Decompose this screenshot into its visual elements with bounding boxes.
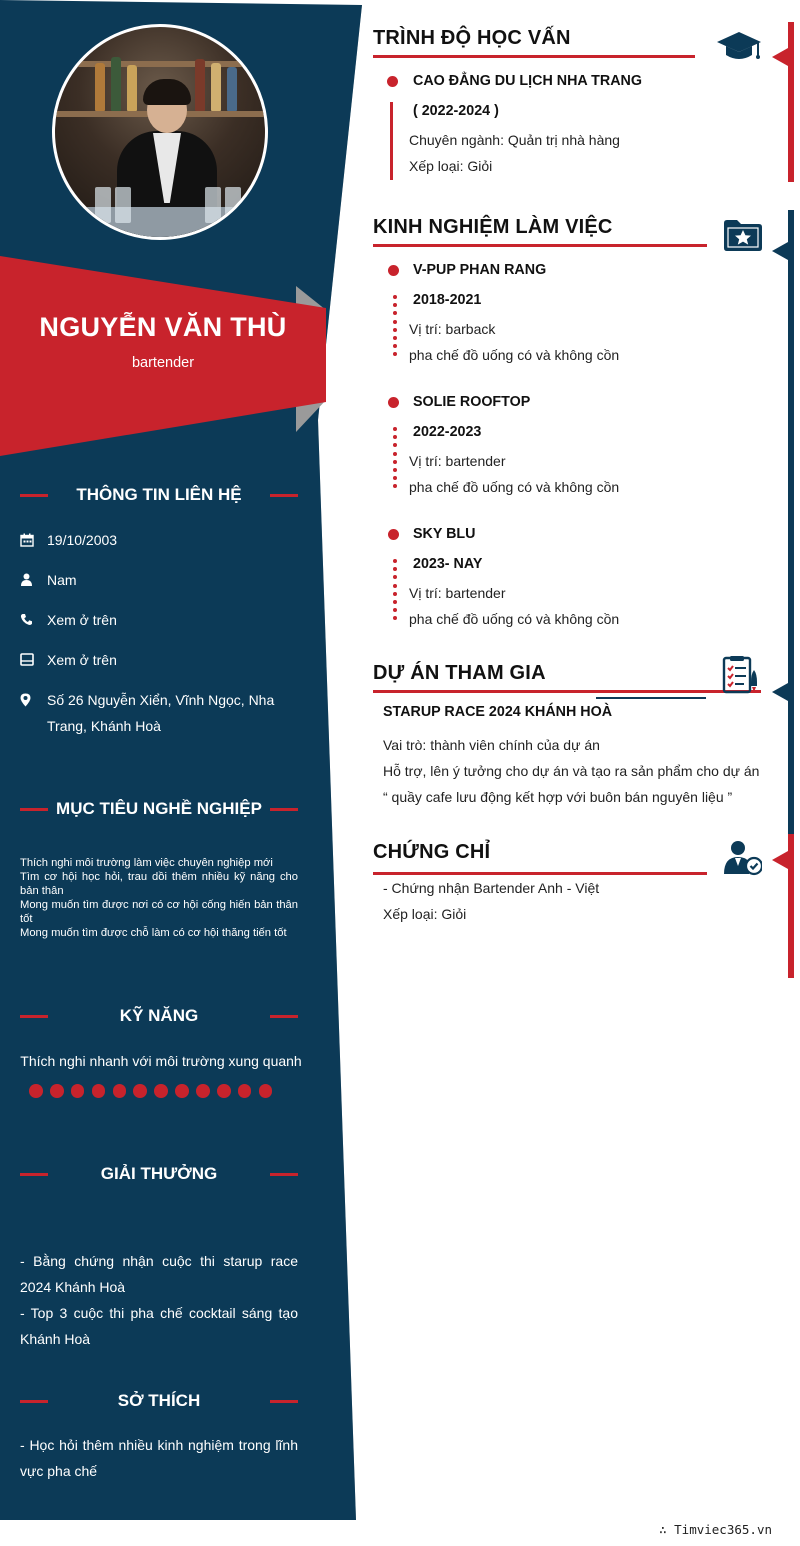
skill-level-dot xyxy=(238,1084,252,1098)
divider xyxy=(270,1015,298,1018)
edge-arrow xyxy=(772,242,788,260)
timeline-bullet xyxy=(388,397,399,408)
job-company: SKY BLU xyxy=(413,526,476,542)
contact-email: Xem ở trên xyxy=(47,652,117,668)
contact-address: Số 26 Nguyễn Xiển, Vĩnh Ngọc, Nha Trang, Khánh Hoà xyxy=(47,692,275,734)
experience-section xyxy=(373,216,613,239)
award-item: - Bằng chứng nhận cuộc thi starup race 2024 Khánh Hoà xyxy=(20,1253,298,1295)
contact-section-header xyxy=(20,485,298,505)
edge-marker-education xyxy=(788,22,794,182)
certificate-line: Xếp loại: Giỏi xyxy=(383,906,467,922)
edge-marker-experience xyxy=(788,210,794,834)
awards-text xyxy=(20,1248,298,1352)
profile-photo xyxy=(52,24,268,240)
skill-level-dot xyxy=(71,1084,85,1098)
objective-text xyxy=(20,857,298,940)
candidate-name: NGUYỄN VĂN THÙ xyxy=(39,312,287,342)
hobby-item: - Học hỏi thêm nhiều kinh nghiệm trong lĩnh vực pha chế xyxy=(20,1437,298,1479)
divider xyxy=(270,808,298,811)
contact-gender: Nam xyxy=(47,572,77,588)
project-name: STARUP RACE 2024 KHÁNH HOÀ xyxy=(383,704,613,720)
education-grade: Xếp loại: Giỏi xyxy=(409,158,493,174)
divider xyxy=(20,494,48,497)
certified-user-icon xyxy=(722,840,762,881)
folder-star-icon xyxy=(723,218,763,257)
skill-level-dot xyxy=(92,1084,106,1098)
awards-section-title: GIẢI THƯỞNG xyxy=(100,1164,218,1183)
award-item: - Top 3 cuộc thi pha chế cocktail sáng tạo Khánh Hoà xyxy=(20,1305,298,1347)
job-company: SOLIE ROOFTOP xyxy=(413,394,531,410)
brand-name: Timviec365.vn xyxy=(674,1522,772,1537)
skill-name: Thích nghi nhanh với môi trường xung quanh xyxy=(20,1053,302,1069)
project-checklist-icon xyxy=(722,656,762,701)
certificates-section xyxy=(373,841,490,864)
objective-line: Tìm cơ hội học hỏi, trau dồi thêm nhiều kỹ năng cho bản thân xyxy=(20,870,298,897)
divider xyxy=(270,1400,298,1403)
contact-row-gender xyxy=(20,567,300,593)
skill-level-dot xyxy=(133,1084,147,1098)
projects-section-title: DỰ ÁN THAM GIA xyxy=(373,662,546,684)
objective-section-header xyxy=(20,799,298,819)
edge-arrow xyxy=(772,851,788,869)
job-position: Vị trí: bartender xyxy=(409,453,506,469)
hobbies-text xyxy=(20,1432,298,1484)
divider xyxy=(20,1173,48,1176)
project-line: Vai trò: thành viên chính của dự án xyxy=(383,737,600,753)
skill-level-dot xyxy=(29,1084,43,1098)
job-position: Vị trí: barback xyxy=(409,321,496,337)
job-period: 2018-2021 xyxy=(413,292,482,308)
section-underline xyxy=(373,244,707,247)
contact-row-address xyxy=(20,687,300,739)
education-section-title: TRÌNH ĐỘ HỌC VẤN xyxy=(373,27,571,49)
objective-line: Mong muốn tìm được chỗ làm có cơ hội thăng tiến tốt xyxy=(20,926,287,939)
phone-icon xyxy=(20,607,47,633)
contact-phone: Xem ở trên xyxy=(47,612,117,628)
timeline-dots xyxy=(393,559,397,620)
brand-watermark[interactable]: ∴ Timviec365.vn xyxy=(659,1522,772,1537)
divider xyxy=(270,1173,298,1176)
timeline-dots xyxy=(393,295,397,356)
skill-level-dots xyxy=(29,1084,272,1098)
education-period: ( 2022-2024 ) xyxy=(413,103,499,119)
timeline-bullet xyxy=(387,76,398,87)
education-section xyxy=(373,27,571,50)
job-period: 2023- NAY xyxy=(413,556,483,572)
hobbies-section-header xyxy=(20,1391,298,1411)
timeline-dots xyxy=(393,427,397,488)
job-company: V-PUP PHAN RANG xyxy=(413,262,547,278)
section-underline xyxy=(373,55,695,58)
job-period: 2022-2023 xyxy=(413,424,482,440)
objective-section-title: MỤC TIÊU NGHỀ NGHIỆP xyxy=(56,799,262,818)
job-position: Vị trí: bartender xyxy=(409,585,506,601)
edge-marker-certificates xyxy=(788,834,794,978)
objective-line: Mong muốn tìm được nơi có cơ hội cống hiến bản thân tốt xyxy=(20,898,298,925)
location-pin-icon xyxy=(20,687,47,739)
job-title: bartender xyxy=(131,355,195,371)
awards-section-header xyxy=(20,1164,298,1184)
contact-row-phone xyxy=(20,607,300,633)
skill-level-dot xyxy=(113,1084,127,1098)
timeline-bar xyxy=(390,102,393,180)
person-icon xyxy=(20,567,47,593)
experience-section-title: KINH NGHIỆM LÀM VIỆC xyxy=(373,216,613,238)
contact-row-birthday xyxy=(20,527,300,553)
job-description: pha chế đồ uống có và không cồn xyxy=(409,611,620,627)
divider xyxy=(20,1400,48,1403)
skill-level-dot xyxy=(50,1084,64,1098)
skill-level-dot xyxy=(217,1084,231,1098)
certificate-line: - Chứng nhận Bartender Anh - Việt xyxy=(383,880,600,896)
contact-section-title: THÔNG TIN LIÊN HỆ xyxy=(76,485,242,504)
section-underline xyxy=(373,690,761,693)
email-icon xyxy=(20,647,47,673)
education-major: Chuyên ngành: Quản trị nhà hàng xyxy=(409,132,620,148)
education-school: CAO ĐẲNG DU LỊCH NHA TRANG xyxy=(413,73,643,89)
job-description: pha chế đồ uống có và không cồn xyxy=(409,479,620,495)
contact-row-email xyxy=(20,647,300,673)
divider xyxy=(270,494,298,497)
contact-birthday: 19/10/2003 xyxy=(47,532,118,548)
edge-arrow xyxy=(772,683,788,701)
skills-section-title: KỸ NĂNG xyxy=(119,1006,199,1025)
skill-level-dot xyxy=(175,1084,189,1098)
certificates-section-title: CHỨNG CHỈ xyxy=(373,841,491,863)
section-underline-accent xyxy=(596,697,706,699)
skill-level-dot xyxy=(259,1084,273,1098)
timeline-bullet xyxy=(388,529,399,540)
skill-level-dot xyxy=(196,1084,210,1098)
section-underline xyxy=(373,872,707,875)
projects-section xyxy=(373,662,546,685)
project-line: “ quầy cafe lưu động kết hợp với buôn bán nguyên liệu ” xyxy=(383,789,733,805)
project-line: Hỗ trợ, lên ý tưởng cho dự án và tạo ra sản phẩm cho dự án xyxy=(383,763,760,779)
divider xyxy=(20,1015,48,1018)
divider xyxy=(20,808,48,811)
calendar-icon xyxy=(20,527,47,553)
edge-arrow xyxy=(772,48,788,66)
job-description: pha chế đồ uống có và không cồn xyxy=(409,347,620,363)
timeline-bullet xyxy=(388,265,399,276)
hobbies-section-title: SỞ THÍCH xyxy=(117,1391,201,1410)
skill-level-dot xyxy=(154,1084,168,1098)
skills-section-header xyxy=(20,1006,298,1026)
graduation-cap-icon xyxy=(716,30,762,69)
objective-line: Thích nghi môi trường làm việc chuyên nghiệp mới xyxy=(20,857,273,869)
